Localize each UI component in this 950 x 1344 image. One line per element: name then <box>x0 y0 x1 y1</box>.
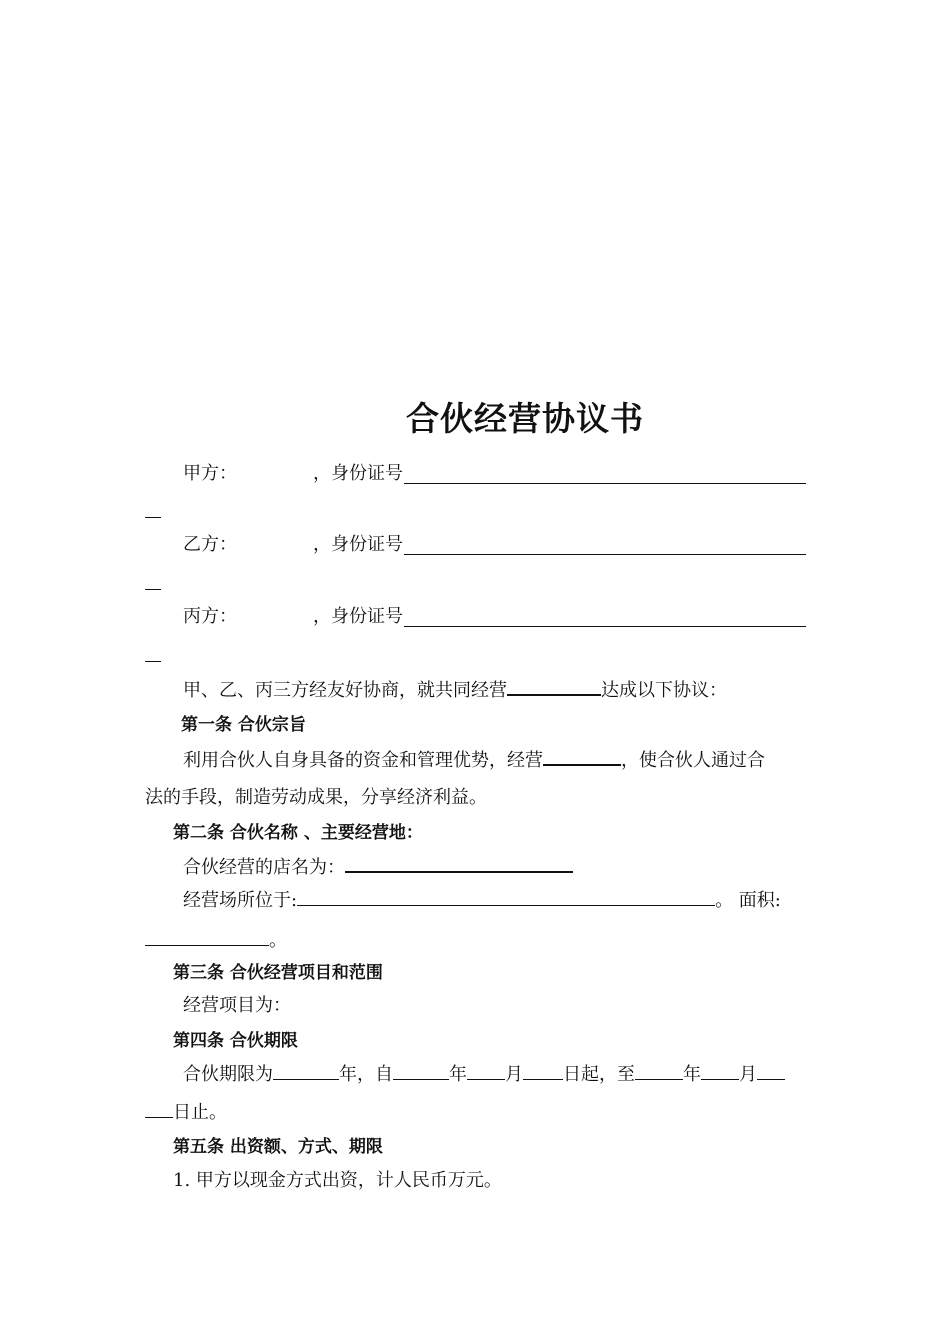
party-b-line: 乙方： ，身份证号 <box>183 534 403 555</box>
end-day-field-part2[interactable] <box>145 1099 173 1118</box>
article-1-line-2: 法的手段，制造劳动成果，分享经济利益。 <box>145 787 487 808</box>
article-5-item-1: 1. 甲方以现金方式出资，计人民币万元。 <box>173 1170 502 1191</box>
start-day-field[interactable] <box>523 1061 563 1080</box>
party-c-label: 丙方： <box>183 606 237 627</box>
document-title: 合伙经营协议书 <box>406 399 644 438</box>
business-blank[interactable] <box>507 676 601 696</box>
party-b-id-label: 身份证号 <box>331 534 403 555</box>
location-field[interactable] <box>297 887 715 906</box>
party-c-id-field[interactable] <box>404 608 806 627</box>
party-a-id-field[interactable] <box>404 465 806 484</box>
location-line: 经营场所位于: 。 面积: <box>183 887 781 914</box>
article-1-heading: 第一条 合伙宗旨 <box>181 715 306 735</box>
business-scope-line: 经营项目为： <box>183 995 291 1016</box>
party-a-wrap-dash <box>145 517 161 518</box>
party-a-id-label: 身份证号 <box>331 463 403 484</box>
start-year-field[interactable] <box>393 1061 449 1080</box>
area-line: 。 <box>145 927 287 954</box>
article-4-heading: 第四条 合伙期限 <box>173 1031 298 1051</box>
business-scope-blank[interactable] <box>543 746 621 766</box>
end-year-field[interactable] <box>635 1061 683 1080</box>
end-day-field-part1[interactable] <box>757 1061 785 1080</box>
article-5-heading: 第五条 出资额、方式、期限 <box>173 1137 383 1157</box>
party-b-wrap-dash <box>145 589 161 590</box>
store-name-line: 合伙经营的店名为： <box>183 853 573 881</box>
store-name-field[interactable] <box>345 853 573 873</box>
end-month-field[interactable] <box>701 1061 739 1080</box>
intro-paragraph: 甲、乙、丙三方经友好协商，就共同经营 达成以下协议： <box>183 676 727 704</box>
term-line: 合伙期限为 年，自 年 月 日起，至 年 月 <box>183 1061 785 1088</box>
article-1-line-1: 利用合伙人自身具备的资金和管理优势，经营 ，使合伙人通过合 <box>183 746 765 774</box>
party-c-line: 丙方： ，身份证号 <box>183 606 403 627</box>
party-b-id-field[interactable] <box>404 536 806 555</box>
term-years-field[interactable] <box>273 1061 339 1080</box>
article-3-heading: 第三条 合伙经营项目和范围 <box>173 963 383 983</box>
start-month-field[interactable] <box>467 1061 505 1080</box>
party-c-id-label: 身份证号 <box>331 606 403 627</box>
party-a-line: 甲方： ，身份证号 <box>183 463 403 484</box>
term-end-line: 日止。 <box>145 1099 227 1126</box>
party-a-label: 甲方： <box>183 463 237 484</box>
party-c-wrap-dash <box>145 661 161 662</box>
party-b-label: 乙方： <box>183 534 237 555</box>
area-field[interactable] <box>145 927 269 946</box>
article-2-heading: 第二条 合伙名称 、主要经营地： <box>173 823 423 843</box>
